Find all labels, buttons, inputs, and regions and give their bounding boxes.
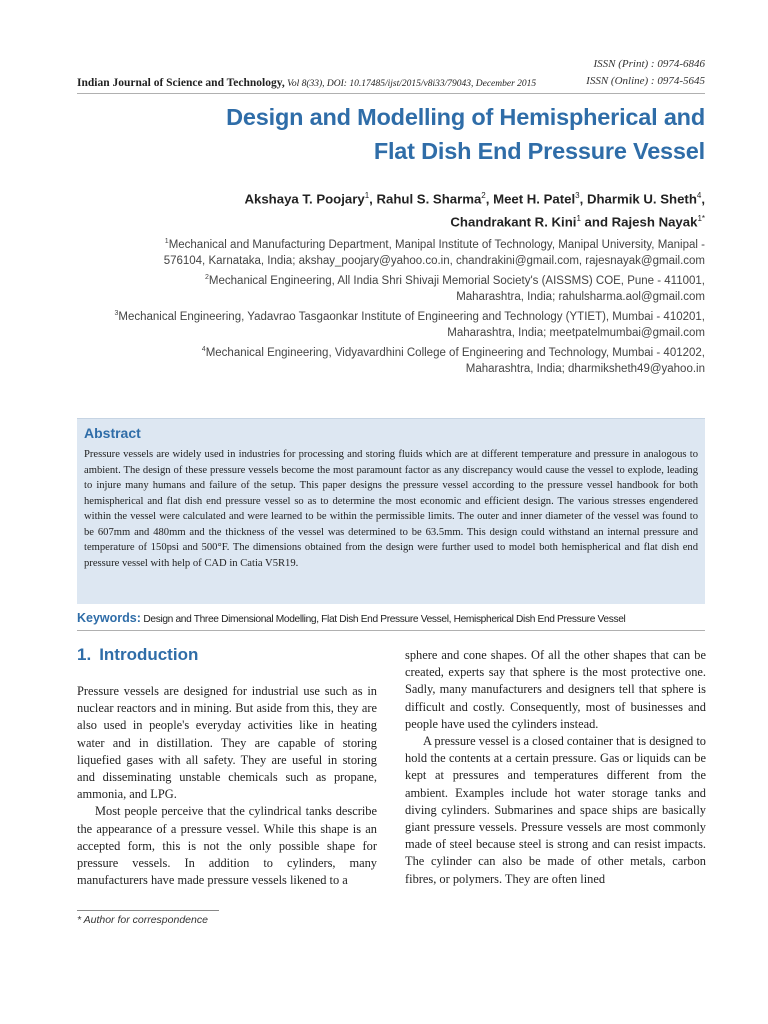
author-name: and Rajesh Nayak	[580, 214, 698, 230]
footnote-divider	[77, 910, 219, 911]
affiliation-3	[70, 306, 705, 325]
issn-block	[586, 56, 705, 90]
affiliation-2-cont: Maharashtra, India; rahulsharma.aol@gmail.com	[456, 291, 705, 304]
affiliation-4	[70, 342, 705, 361]
author-line-1	[200, 186, 705, 209]
author-name: , Rahul S. Sharma	[369, 191, 482, 207]
author-sup: 3	[575, 191, 580, 200]
author-sup: 2	[481, 191, 486, 200]
affiliation-4-cont: Maharashtra, India; dharmiksheth49@yahoo.in	[465, 363, 705, 376]
affiliation-text: Mechanical Engineering, Yadavrao Tasgaonkar Institute of Engineering and Technology (YTIET), Mumbai - 410201,	[118, 310, 705, 323]
body-paragraph: Most people perceive that the cylindrical tanks describe the appearance of a pressure vessel. While this shape is an accepted form, this is not the only possible shape for pressure vessels. In addition to cylinders, many manufacturers have made pressure vessels likened to a	[77, 804, 377, 888]
affiliation-sup: 3	[114, 310, 119, 318]
affiliation-text: Mechanical and Manufacturing Department, Manipal Institute of Technology, Manipal University, Manipal -	[168, 238, 705, 251]
issn-online: ISSN (Online) : 0974-5645	[586, 75, 705, 87]
keywords-label: Keywords:	[77, 611, 141, 625]
abstract-box	[77, 418, 705, 604]
author-sup: 1	[576, 214, 581, 224]
body-paragraph: A pressure vessel is a closed container that is designed to hold the contents at a certain pressure. Gas or liquids can be kept at pressures and temperatures different from the ambient. Examples include hot water storage tanks and diving cylinders. Submarines and space ships are basically giant pressure vessels. Pressure vessels are most commonly made of steel because steel is strong and can resist impacts. The cylinder can also be made of other metals, carbon fibres, or polymers. They are often lined	[405, 734, 706, 886]
affiliation-1-cont: 576104, Karnataka, India; akshay_poojary@yahoo.co.in, chandrakini@gmail.com, rajesnayak@gmail.com	[163, 255, 705, 268]
affiliation-sup: 2	[205, 274, 209, 282]
journal-name: Indian Journal of Science and Technology,	[77, 77, 285, 89]
section-title: Introduction	[99, 645, 199, 664]
keywords-line	[77, 611, 705, 625]
paper-title	[110, 100, 705, 168]
author-sup: 1*	[697, 214, 705, 224]
section-number: 1.	[77, 645, 92, 664]
journal-citation	[77, 77, 536, 89]
author-list	[200, 186, 705, 233]
affiliations	[70, 234, 705, 378]
author-name: , Dharmik U. Sheth	[579, 191, 697, 207]
title-line-2: Flat Dish End Pressure Vessel	[373, 138, 705, 164]
affiliation-sup: 4	[201, 346, 206, 354]
author-separator: ,	[701, 191, 705, 207]
author-sup: 4	[696, 191, 702, 200]
affiliation-3-cont: Maharashtra, India; meetpatelmumbai@gmail.com	[447, 327, 705, 340]
affiliation-text: Mechanical Engineering, Vidyavardhini College of Engineering and Technology, Mumbai - 401202,	[205, 346, 705, 359]
issn-print: ISSN (Print) : 0974-6846	[593, 58, 705, 70]
journal-meta: Vol 8(33), DOI: 10.17485/ijst/2015/v8i33/79043, December 2015	[284, 79, 537, 89]
abstract-body: Pressure vessels are widely used in industries for processing and storing fluids which are at different temperature and pressure in analogous to ambient. The design of these pressure vessels become the most paramount factor as any discrepancy would cause the vessel to explode, leading to injure many humans and failure of the setup. This paper designs the pressure vessel according to the pressure vessel handbook for both hemispherical and flat dish end pressure vessel so as to determine the most economic and efficient design. The various stresses engendered within the vessel were calculated and were learned to be within the permissible limits. The outer and inner diameter of the vessel was found to be 607mm and 480mm and the thickness of the vessel was determined to be 63.5mm. This design could withstand an internal pressure and temperature of 150psi and 500°F. The dimensions obtained from the design were further used to model both hemispherical and flat dish end pressure vessel with help of CAD in Catia V5R19.	[84, 449, 698, 569]
section-heading-introduction	[77, 645, 198, 665]
author-name: , Meet H. Patel	[485, 191, 576, 207]
affiliation-sup: 1	[164, 238, 169, 245]
footnote-correspondence: * Author for correspondence	[77, 914, 208, 926]
author-name: Akshaya T. Poojary	[244, 191, 365, 207]
title-line-1: Design and Modelling of Hemispherical and	[226, 104, 705, 130]
header-divider	[77, 93, 705, 94]
author-line-2	[200, 209, 705, 232]
keywords-divider	[77, 630, 705, 631]
affiliation-1	[70, 234, 705, 253]
body-paragraph: sphere and cone shapes. Of all the other shapes that can be created, experts say that sphere is the most protective one. Sadly, many manufacturers and designers tell that sphere is difficult and costly. Consequently, most of businesses and people have used the cylinders instead.	[405, 648, 706, 731]
author-name: Chandrakant R. Kini	[450, 214, 577, 230]
author-sup: 1	[364, 191, 370, 200]
affiliation-2	[70, 270, 705, 289]
keywords-text: Design and Three Dimensional Modelling, Flat Dish End Pressure Vessel, Hemispherical Dish End Pressure Vessel	[140, 614, 626, 625]
left-column	[77, 683, 377, 889]
abstract-heading: Abstract	[84, 425, 141, 441]
right-column	[405, 647, 706, 888]
body-paragraph: Pressure vessels are designed for industrial use such as in nuclear reactors and in mining. But aside from this, they are also used in people's everyday activities like in heating water and in distillation. They are capable of storing liquefied gases with all safety. They are useful in storing and disseminating unstable chemicals such as propane, ammonia, and LPG.	[77, 684, 377, 802]
affiliation-text: Mechanical Engineering, All India Shri Shivaji Memorial Society's (AISSMS) COE, Pune - 411001,	[208, 274, 705, 287]
